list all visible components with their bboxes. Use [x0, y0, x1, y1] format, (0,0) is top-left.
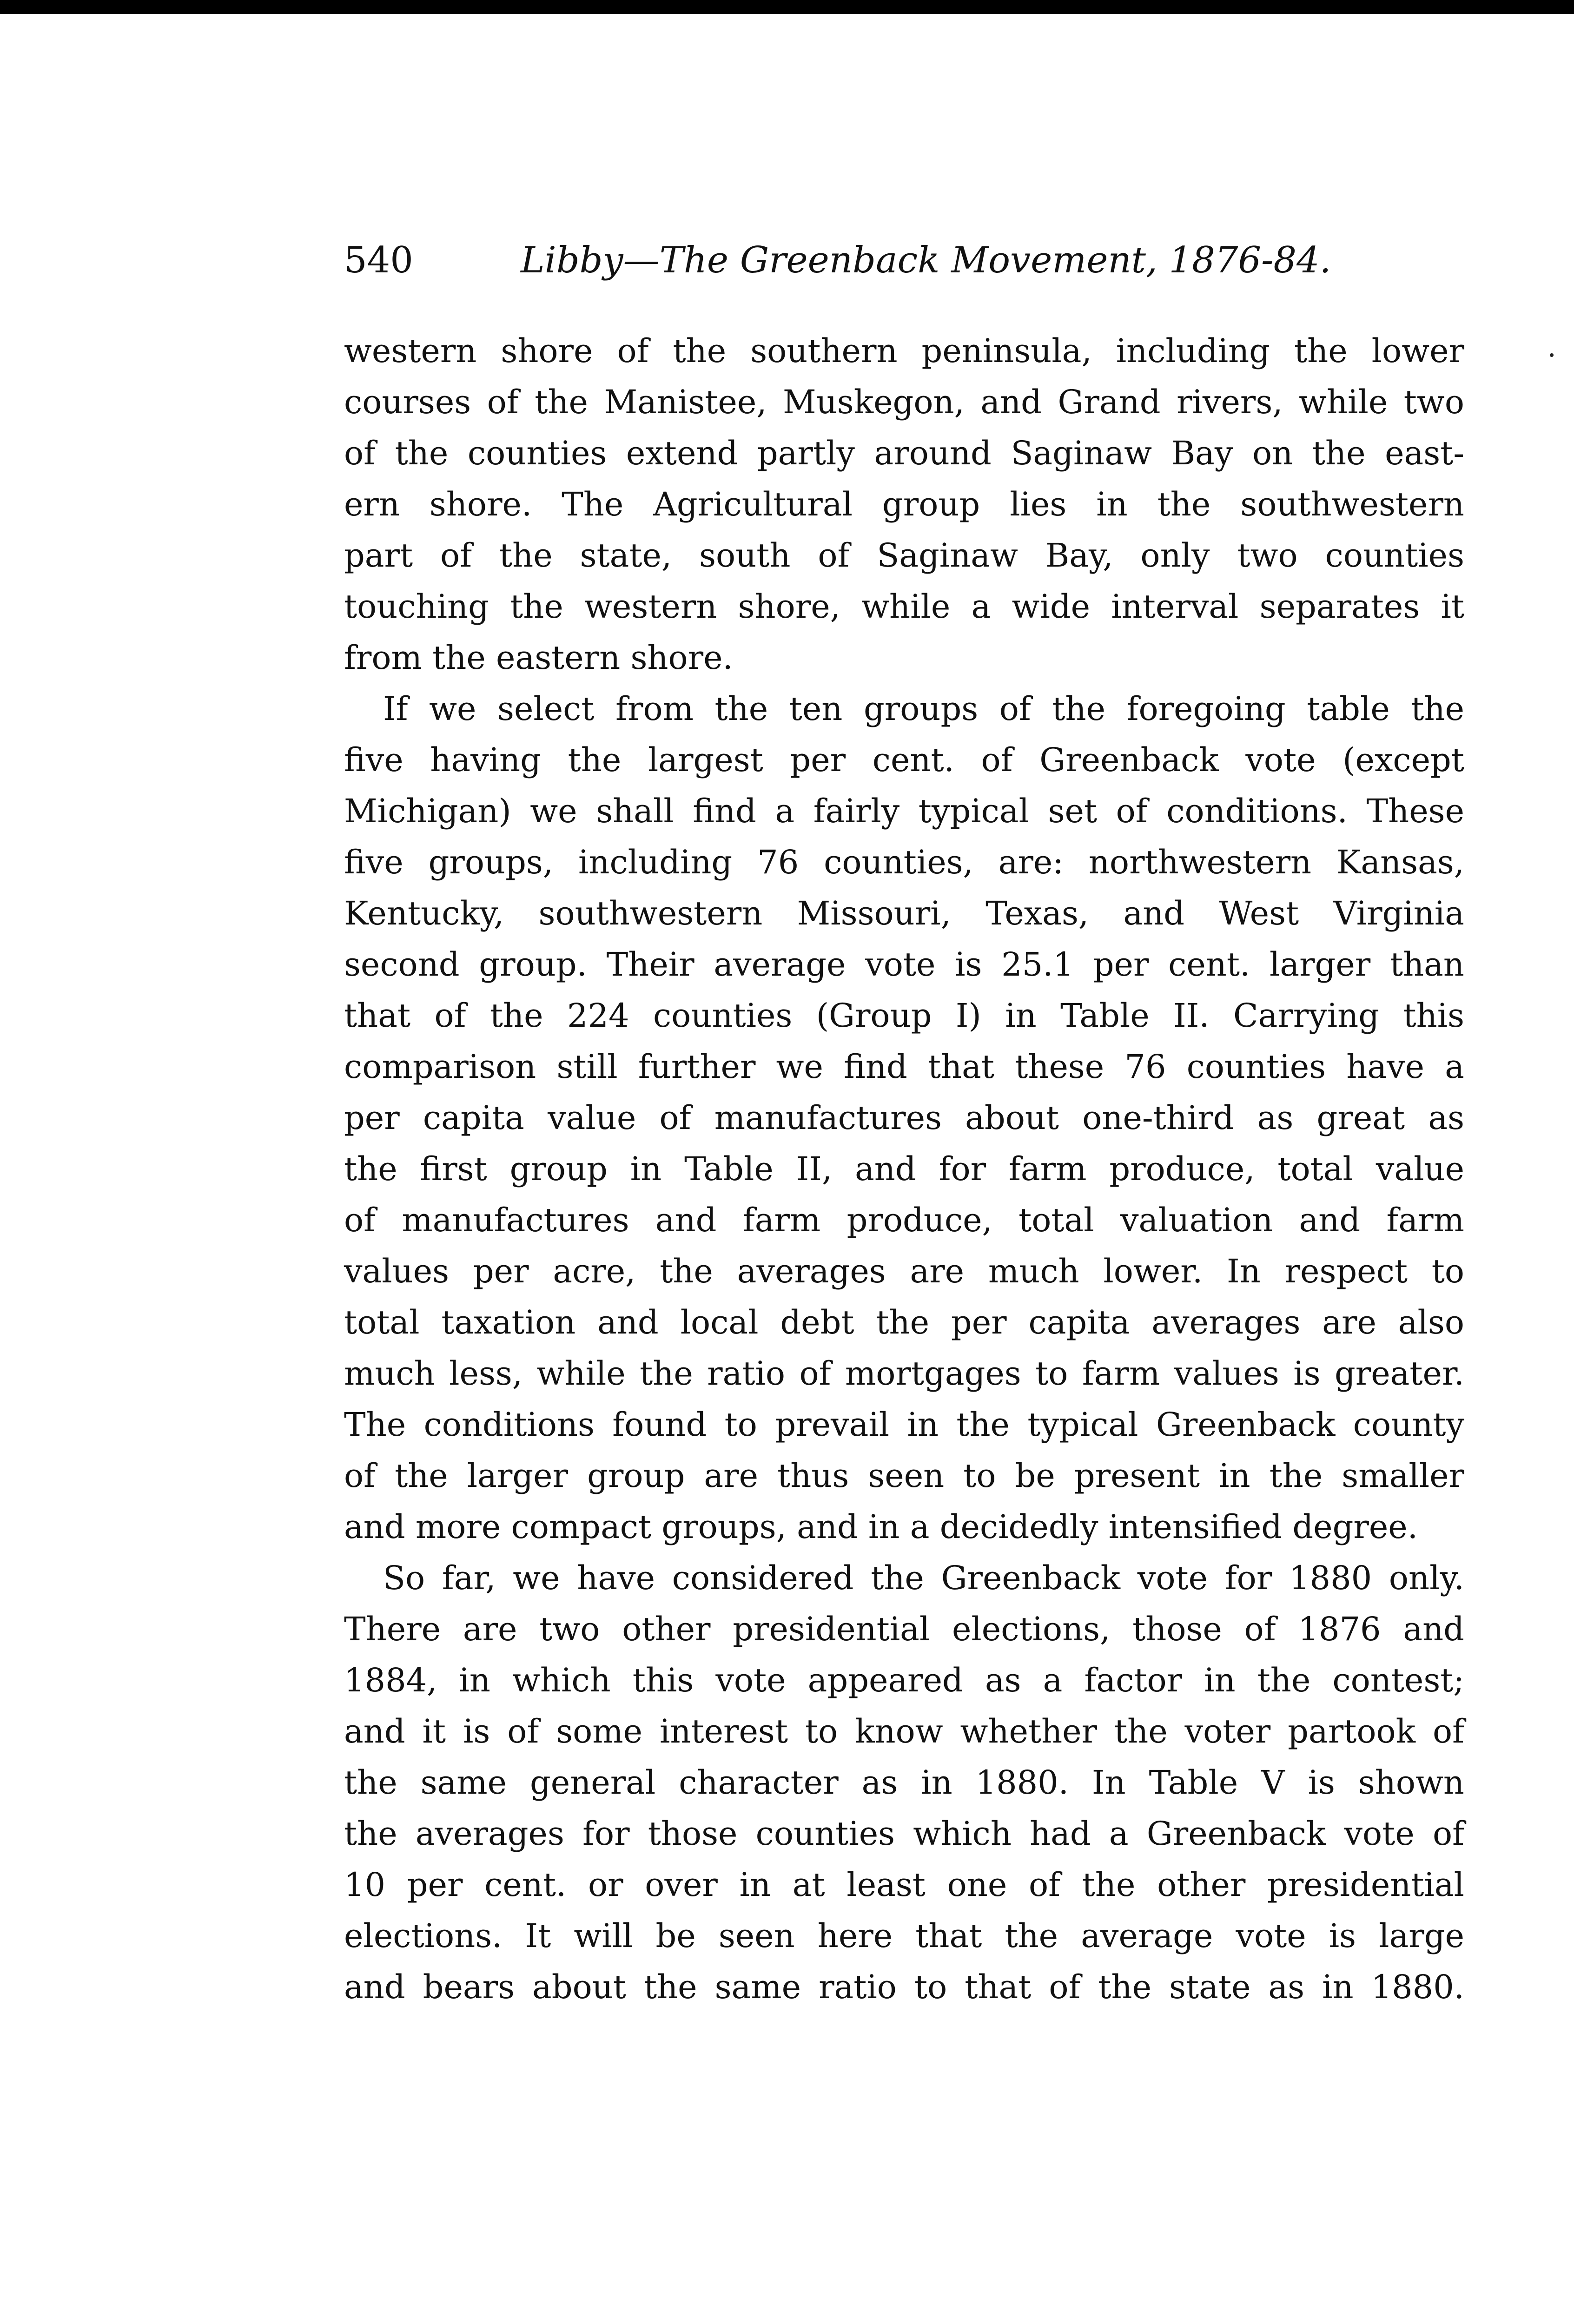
- text-line: part of the state, south of Saginaw Bay, only two counties: [344, 536, 1464, 574]
- text-line: from the eastern shore.: [344, 639, 733, 677]
- page-number: 540: [344, 239, 413, 281]
- text-line: much less, while the ratio of mortgages to farm values is greater.: [344, 1354, 1464, 1393]
- text-line: second group. Their average vote is 25.1 per cent. larger than: [344, 945, 1464, 984]
- text-line: and bears about the same ratio to that of the state as in 1880.: [344, 1968, 1464, 2006]
- paragraph-1: [344, 325, 1464, 683]
- text-line: ern shore. The Agricultural group lies in the southwestern: [344, 485, 1464, 523]
- text-line: The conditions found to prevail in the typical Greenback county: [344, 1406, 1464, 1444]
- text-line: Kentucky, southwestern Missouri, Texas, and West Virginia: [344, 894, 1464, 932]
- text-line: So far, we have considered the Greenback vote for 1880 only.: [383, 1559, 1464, 1597]
- paragraph-3: [344, 1552, 1464, 2013]
- scan-top-edge: [0, 0, 1574, 14]
- text-line: five groups, including 76 counties, are: northwestern Kansas,: [344, 843, 1464, 881]
- text-line: comparison still further we find that these 76 counties have a: [344, 1048, 1464, 1086]
- text-line: If we select from the ten groups of the foregoing table the: [383, 690, 1464, 728]
- text-line: per capita value of manufactures about one-third as great as: [344, 1099, 1464, 1137]
- text-line: the averages for those counties which had a Greenback vote of: [344, 1815, 1464, 1853]
- text-line: the same general character as in 1880. In Table V is shown: [344, 1763, 1464, 1802]
- text-line: courses of the Manistee, Muskegon, and Grand rivers, while two: [344, 383, 1464, 421]
- text-line: 1884, in which this vote appeared as a factor in the contest;: [344, 1661, 1464, 1699]
- running-title: Libby—The Greenback Movement, 1876-84.: [521, 239, 1331, 281]
- text-line: western shore of the southern peninsula, including the lower: [344, 332, 1464, 370]
- text-line: the first group in Table II, and for farm produce, total value: [344, 1150, 1464, 1188]
- body-text: [344, 325, 1464, 2013]
- stray-ink-mark: [1550, 353, 1554, 357]
- text-line: of manufactures and farm produce, total valuation and farm: [344, 1201, 1464, 1239]
- text-line: total taxation and local debt the per capita averages are also: [344, 1303, 1464, 1341]
- paragraph-2: [344, 683, 1464, 1552]
- text-line: and it is of some interest to know whether the voter partook of: [344, 1712, 1464, 1750]
- text-line: of the counties extend partly around Saginaw Bay on the east-: [344, 434, 1464, 472]
- text-line: values per acre, the averages are much lower. In respect to: [344, 1252, 1464, 1290]
- text-line: that of the 224 counties (Group I) in Table II. Carrying this: [344, 997, 1464, 1035]
- running-head: [344, 232, 1464, 288]
- text-line: 10 per cent. or over in at least one of the other presidential: [344, 1866, 1464, 1904]
- text-line: five having the largest per cent. of Greenback vote (except: [344, 741, 1464, 779]
- text-line: elections. It will be seen here that the average vote is large: [344, 1917, 1464, 1955]
- text-line: Michigan) we shall find a fairly typical set of conditions. These: [344, 792, 1464, 830]
- text-line: and more compact groups, and in a decidedly intensified degree.: [344, 1508, 1418, 1546]
- text-line: There are two other presidential elections, those of 1876 and: [344, 1610, 1464, 1648]
- text-line: touching the western shore, while a wide interval separates it: [344, 588, 1464, 626]
- text-line: of the larger group are thus seen to be present in the smaller: [344, 1457, 1464, 1495]
